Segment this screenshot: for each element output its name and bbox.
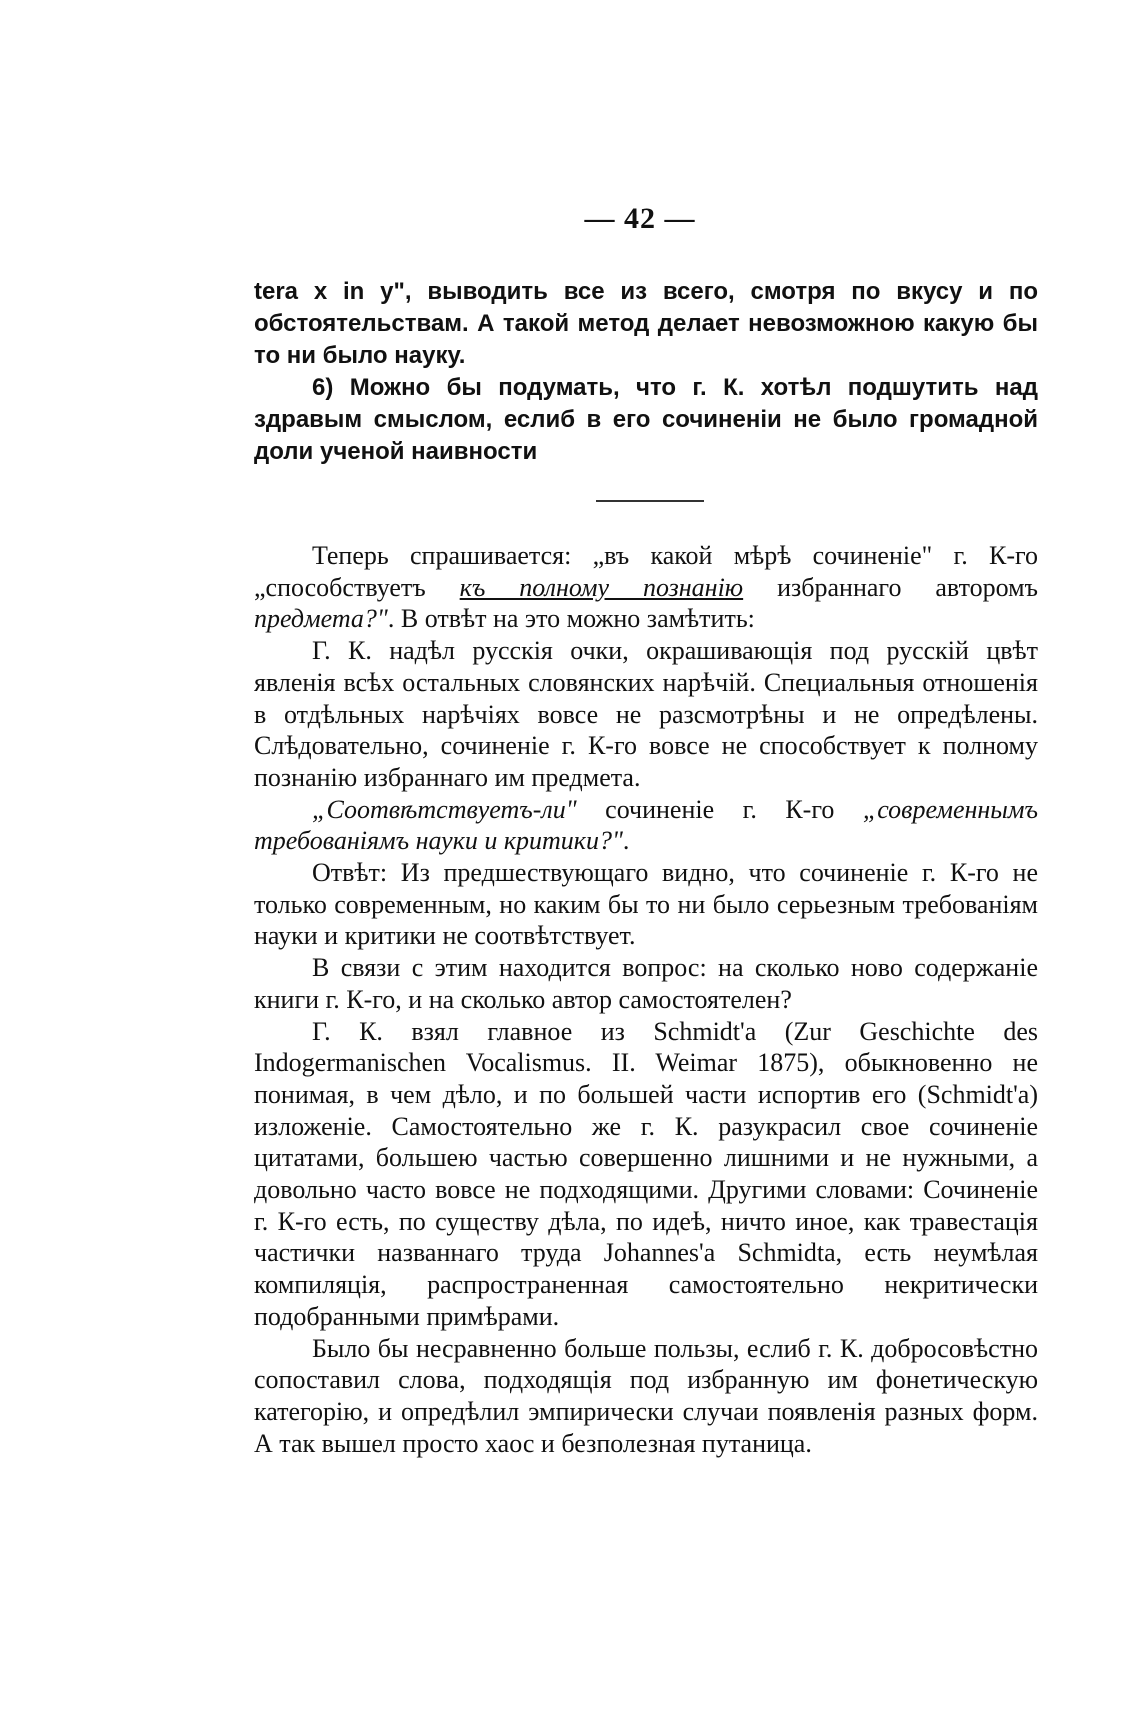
question-2-text: сочиненіе г. К-го — [576, 794, 863, 824]
section-divider — [596, 500, 704, 502]
paragraph-point-6: 6) Можно бы подумать, что г. К. хотѣл подшутить над здравым смыслом, еслиб в его сочиненіи не было громадной доли ученой наивности — [254, 374, 1038, 465]
main-section — [254, 540, 1038, 1459]
paragraph-answer-2: Отвѣт: Из предшествующаго видно, что сочиненіе г. К-го не только современным, но каким бы то ни было серьезным требованіям науки и критики не соотвѣтствует. — [254, 858, 1038, 951]
question-1-emphasis-2: предмета?" — [254, 604, 388, 634]
paragraph-question-2 — [254, 794, 1038, 857]
top-section — [254, 276, 1038, 468]
paragraph-answer-1: Г. К. надѣл русскія очки, окрашивающія под русскій цвѣт явленія всѣх остальных словянских нарѣчій. Специальныя отношенія в отдѣльных нарѣчіях вовсе не разсмотрѣны и не опредѣлены. Слѣдовательно, сочиненіе г. К-го вовсе не способствует к полному познанію избраннаго им предмета. — [254, 636, 1038, 792]
question-1-text-3: . В отвѣт на это можно замѣтить: — [387, 604, 755, 634]
paragraph-conclusion: Было бы несравненно больше пользы, еслиб г. К. добросовѣстно сопоставил слова, подходящія под избранную им фонетическую категорію, и опредѣлил эмпирически случаи появленія разных форм. А так вышел просто хаос и безполезная путаница. — [254, 1333, 1038, 1458]
paragraph-question-3: В связи с этим находится вопрос: на сколько ново содержаніе книги г. К-го, и на сколько автор самостоятелен? — [254, 953, 1038, 1014]
paragraph-answer-3: Г. К. взял главное из Schmidt'a (Zur Geschichte des Indogermanischen Vocalismus. II. Weimar 1875), обыкновенно не понимая, в чем дѣло, и по большей части испортив его (Schmidt'a) изложеніе. Самостоятельно же г. К. разукрасил свое сочиненіе цитатами, большею частью совершенно лишними и не нужными, а довольно часто вовсе не подходящими. Другими словами: Сочиненіе г. К-го есть, по существу дѣла, по идеѣ, ничто иное, как травестація частички названнаго труда Johannes'a Schmidta, есть неумѣлая компиляція, распространенная самостоятельно некритически подобранными примѣрами. — [254, 1016, 1038, 1331]
paragraph-question-1 — [254, 540, 1038, 635]
question-2-emphasis-2: „современнымъ требованіямъ науки и критики?" — [254, 794, 1038, 856]
question-1-text-2: избраннаго авторомъ — [743, 572, 1038, 602]
question-1-text: Теперь спрашивается: „въ какой мѣрѣ сочиненіе" г. К-го „способствуетъ — [254, 541, 1038, 602]
page-number: — 42 — — [584, 202, 696, 235]
question-2-emphasis: „Соотвѣтствуетъ-ли" — [312, 794, 577, 824]
paragraph-continuation: tera x in y", выводить все из всего, смотря по вкусу и по обстоятельствам. А такой метод делает невозможною какую бы то ни было науку. — [254, 278, 1038, 369]
question-2-text-2: . — [622, 826, 630, 856]
question-1-emphasis: къ полному познанію — [459, 572, 744, 602]
